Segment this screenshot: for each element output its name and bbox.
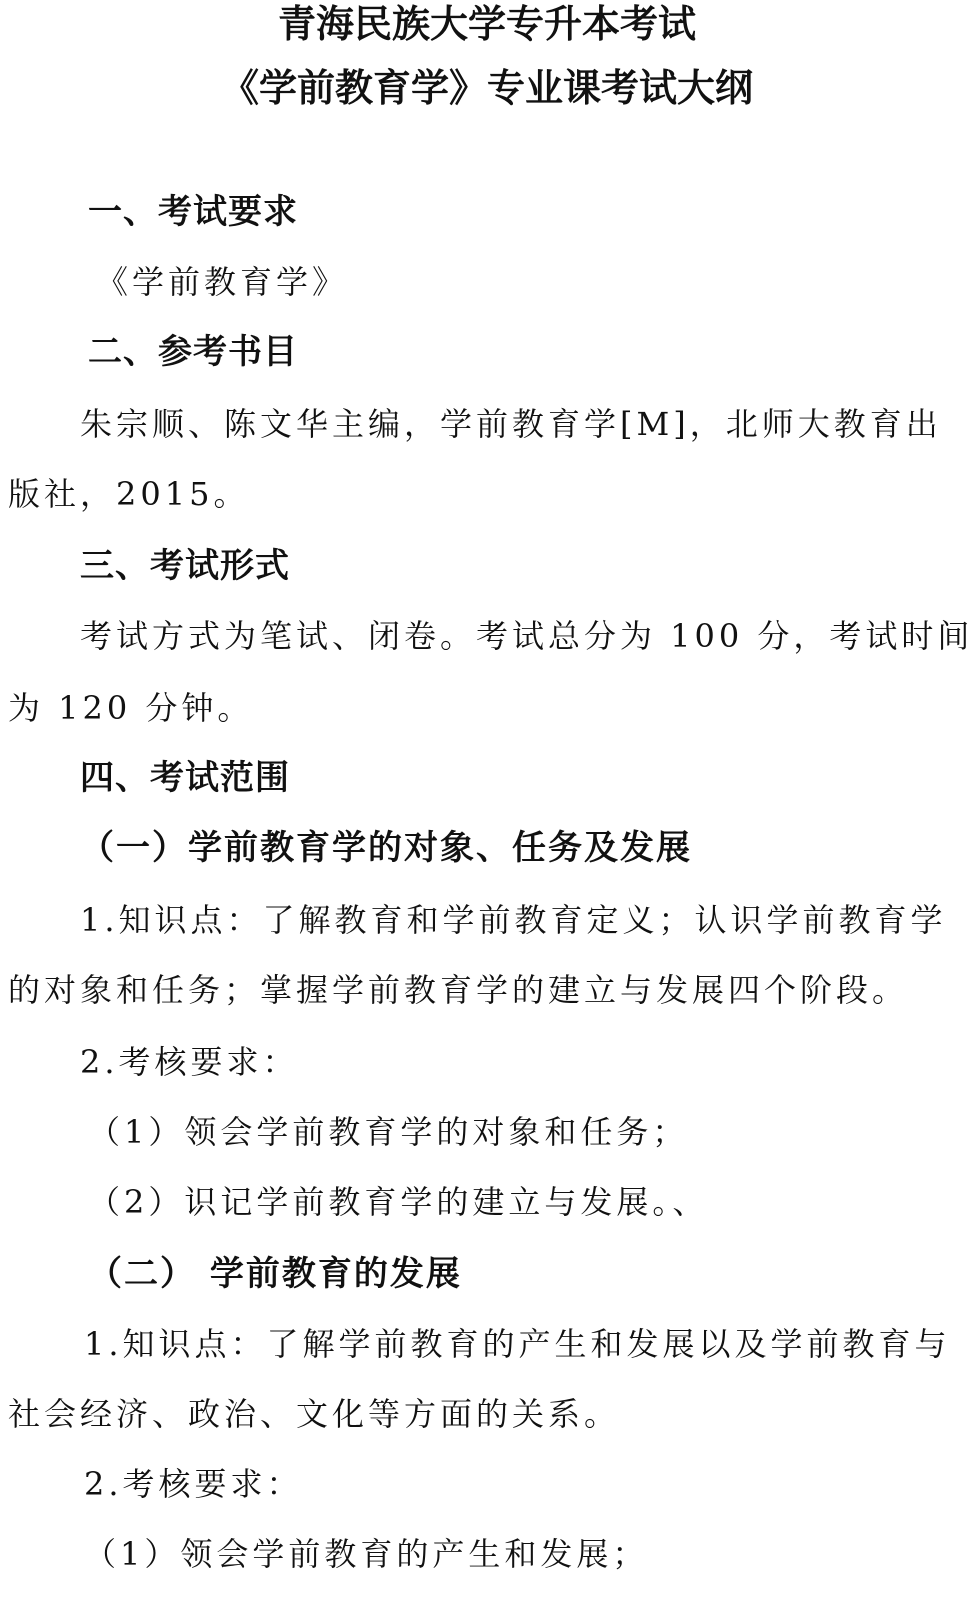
document-title-line2: 《学前教育学》专业课考试大纲	[220, 65, 753, 110]
scope-part2-knowledge-line1: 1.知识点：了解学前教育的产生和发展以及学前教育与	[84, 1325, 951, 1363]
scope-part2-knowledge-line2: 社会经济、政治、文化等方面的关系。	[8, 1395, 621, 1433]
section-heading-exam-format: 三、考试形式	[80, 546, 290, 586]
section-heading-exam-scope: 四、考试范围	[80, 758, 290, 798]
reference-books-line1: 朱宗顺、陈文华主编，学前教育学[M]，北师大教育出	[80, 405, 942, 443]
scope-part1-requirement-1: （1）领会学前教育学的对象和任务；	[88, 1113, 689, 1151]
scope-part1-knowledge-line1: 1.知识点：了解教育和学前教育定义；认识学前教育学	[80, 901, 947, 939]
reference-books-line2: 版社，2015。	[8, 475, 250, 513]
scope-part2-requirement-1: （1）领会学前教育的产生和发展；	[84, 1535, 649, 1573]
scope-part1-knowledge-line2: 的对象和任务；掌握学前教育学的建立与发展四个阶段。	[8, 971, 909, 1009]
exam-format-line1: 考试方式为笔试、闭卷。考试总分为 100 分，考试时间	[80, 617, 974, 655]
section-heading-reference-books: 二、参考书目	[88, 332, 298, 372]
exam-format-line2: 为 120 分钟。	[8, 689, 254, 727]
scope-part1-requirements-heading: 2.考核要求：	[80, 1043, 299, 1081]
section-heading-exam-requirements: 一、考试要求	[88, 192, 298, 232]
exam-requirements-text: 《学前教育学》	[96, 263, 349, 301]
scope-part2-heading: （二） 学前教育的发展	[88, 1254, 462, 1294]
scope-part2-requirements-heading: 2.考核要求：	[84, 1465, 303, 1503]
document-title-line1: 青海民族大学专升本考试	[277, 1, 696, 46]
scope-part1-requirement-2: （2）识记学前教育学的建立与发展。、	[88, 1183, 709, 1221]
scope-part1-heading: （一）学前教育学的对象、任务及发展	[80, 828, 692, 868]
